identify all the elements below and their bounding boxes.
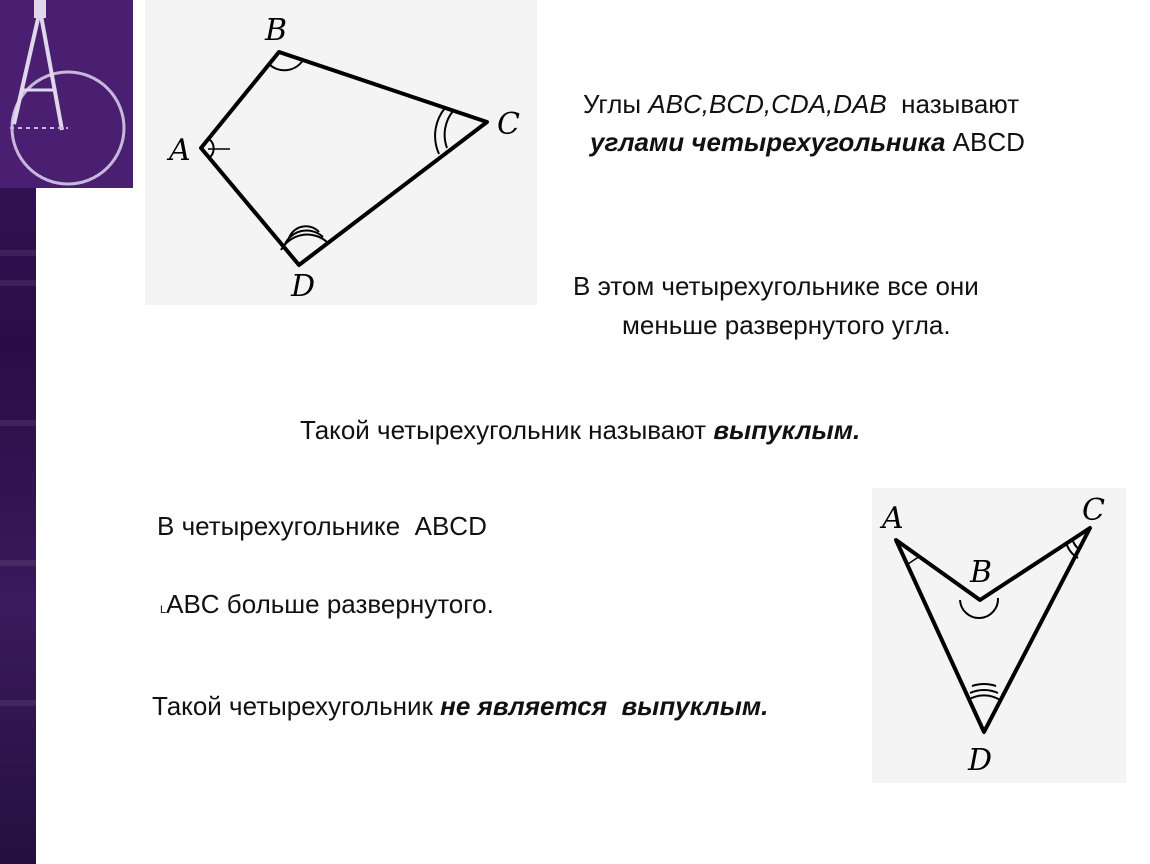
non-convex-term: не является выпуклым. [440,691,769,721]
vertex-label-c: C [497,107,520,142]
convex-term: выпуклым. [713,415,861,445]
convex-prefix: Такой четырехугольник называют [300,415,714,445]
angles-list: ABC,BCD,CDA,DAB [648,89,887,119]
bar-stripe [0,700,36,706]
non-convex-quadrilateral-figure [872,488,1126,783]
quadrilateral-angles-term-line [590,126,1025,158]
quadrilateral-name: ABCD [945,127,1025,157]
less-than-straight-statement: меньше развернутого угла. [622,310,951,340]
vertex-label-b: B [265,13,288,48]
second-quadrilateral-intro: В четырехугольнике ABCD [157,511,487,541]
non-convex-prefix: Такой четырехугольник [152,691,441,721]
non-convex-definition-line [152,690,768,722]
convex-quadrilateral-figure [145,0,537,305]
vertex-label-b: B [970,555,993,590]
bar-stripe [0,420,36,426]
vertex-label-a: A [169,133,191,168]
vertex-label-d: D [291,269,316,304]
vertex-label-c: C [1082,493,1105,528]
angles-definition-line [583,88,1019,120]
angle-abc-text: ABC больше развернутого. [166,589,494,619]
angles-suffix: называют [886,89,1020,119]
convex-definition-line [300,414,860,446]
compass-logo-icon [0,0,133,188]
bar-stripe [0,250,36,256]
all-angles-statement: В этом четырехугольнике все они [573,271,979,301]
angle-symbol-icon: L [160,604,167,616]
angle-abc-statement [160,588,494,626]
bar-stripe [0,560,36,566]
angles-prefix: Углы [583,89,649,119]
vertex-label-a: A [882,501,904,536]
bar-stripe [0,280,36,286]
quadrilateral-angles-term: углами четырехугольника [590,127,946,157]
vertex-label-d: D [968,743,993,778]
